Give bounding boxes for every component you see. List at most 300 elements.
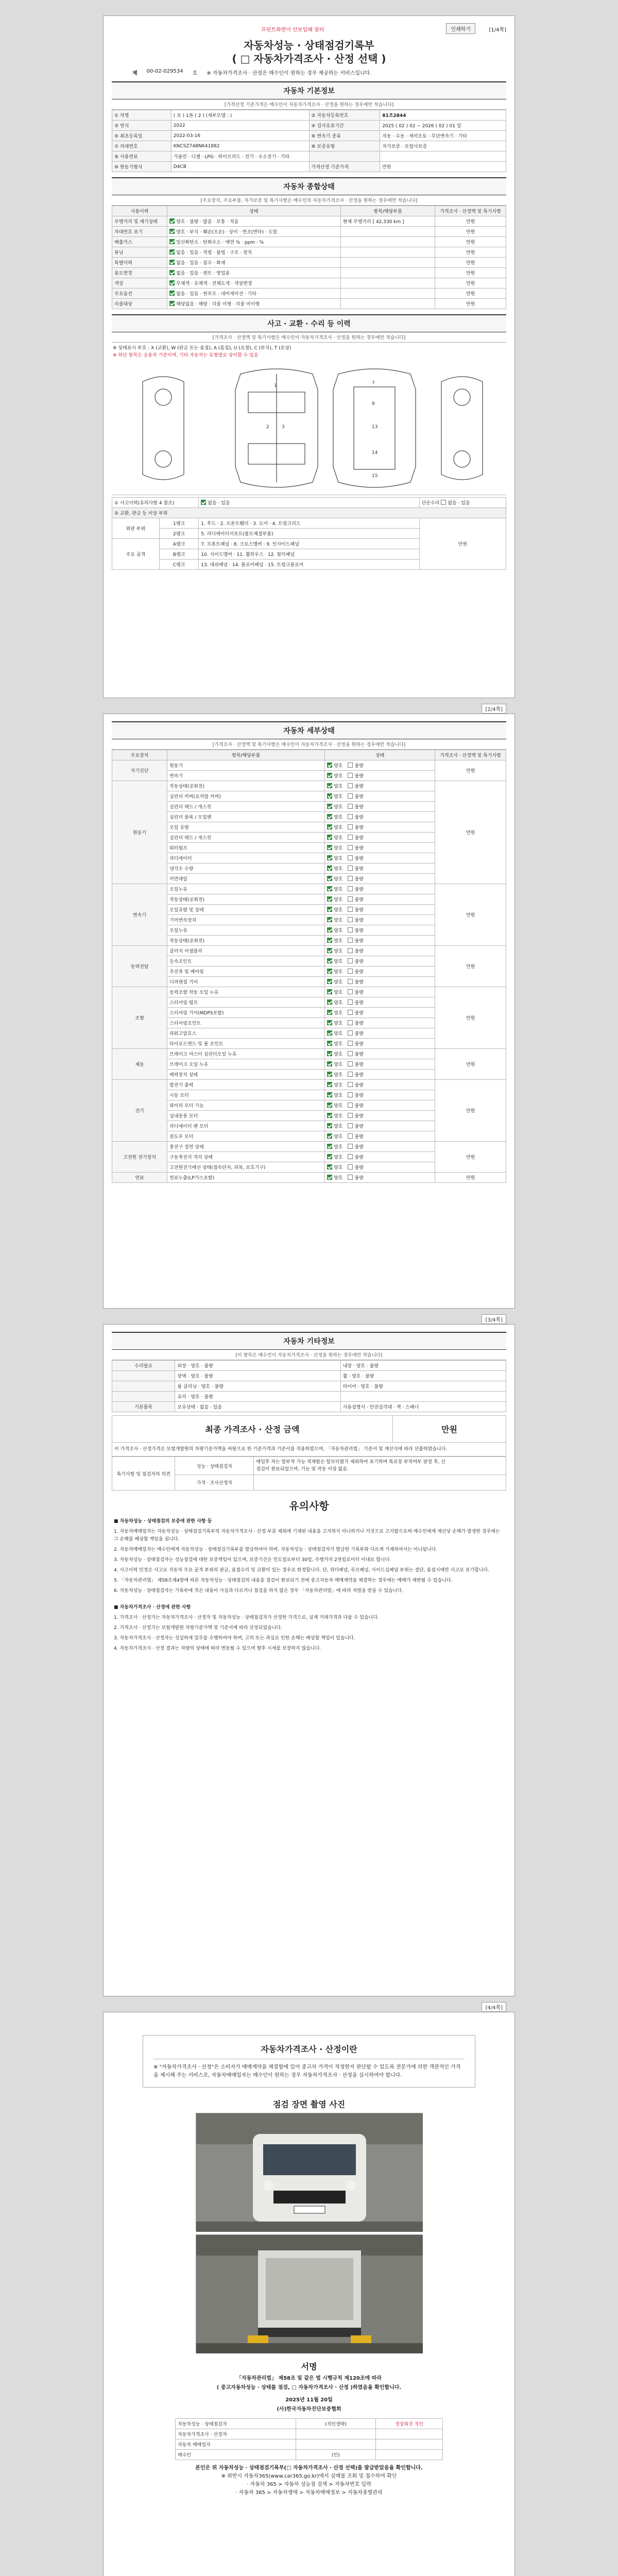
detail-state bbox=[325, 1131, 435, 1142]
detail-row bbox=[112, 946, 506, 956]
truck-front-photo bbox=[196, 2113, 423, 2232]
other-b: 사용설명서 · 안전삼각대 · 잭 · 스패너 bbox=[340, 1402, 506, 1412]
accident-table: ① 사고이력(유의사항 4 참조) 없음 · 있음 단순수리 없음 · 있음 ② 교환, 판금 등 이상 부위 외판 부위 1랭크 1. 후드 · 2. 프론트휀더 · 3. 도어 · 4. 트렁크리드 만원 2랭크 5. 라디에이터서포트(볼트체결부품) 주요 골격 A랭크 7. 프론트패널 · 8. 크로스멤버 · 9. 인사이드패널 B랭크 10. 사이드멤버 · 11. 휠하우스 · 12. 필러패널 C랭크 13. 대쉬패널 · 14. 플로어패널 · 15. 트렁크플로어 bbox=[112, 497, 506, 570]
good-label: 양호 bbox=[334, 959, 343, 964]
overall-price: 만원 bbox=[435, 268, 506, 278]
bad-label: 불량 bbox=[354, 1001, 364, 1006]
state-checkbox[interactable] bbox=[169, 249, 175, 255]
note-item: 2. 자동차매매업자는 매수인에게 자동차성능 · 상태점검기록부를 발급하여야 하며, 자동차성능 · 상태점검자가 발급한 기록부와 다르게 기재하여서는 아니됩니다. bbox=[114, 1547, 438, 1552]
footer-path-1: · 자동차 365 > 자동차 성능점 검색 > 자동차번호 입력 bbox=[247, 2482, 371, 2487]
overall-state-options: 없음 · 있음 · 썬루프 · 네비게이션 · 기타 bbox=[176, 292, 257, 297]
good-checkbox[interactable] bbox=[327, 1051, 332, 1056]
frame-label: 주요 골격 bbox=[112, 539, 160, 570]
bad-checkbox[interactable] bbox=[348, 845, 353, 850]
bad-label: 불량 bbox=[354, 1052, 364, 1057]
bad-checkbox[interactable] bbox=[348, 1061, 353, 1066]
good-checkbox[interactable] bbox=[327, 1020, 332, 1025]
detail-state bbox=[325, 853, 435, 863]
good-checkbox[interactable] bbox=[327, 886, 332, 891]
detail-item: 변속기 bbox=[167, 771, 325, 781]
good-checkbox[interactable] bbox=[327, 927, 332, 933]
signer-seal bbox=[376, 2439, 443, 2450]
good-label: 양호 bbox=[334, 1124, 343, 1129]
svg-text:1: 1 bbox=[274, 383, 277, 388]
bad-checkbox[interactable] bbox=[348, 1113, 353, 1118]
good-label: 양호 bbox=[334, 836, 343, 841]
bad-checkbox[interactable] bbox=[348, 907, 353, 912]
bad-checkbox[interactable] bbox=[348, 855, 353, 860]
bad-label: 불량 bbox=[354, 784, 364, 789]
good-label: 양호 bbox=[334, 867, 343, 872]
good-label: 양호 bbox=[334, 846, 343, 851]
detail-price: 만원 bbox=[435, 987, 506, 1049]
appraisal-info-box bbox=[143, 2035, 475, 2088]
detail-item: 라디에이터 bbox=[167, 853, 325, 863]
print-button[interactable]: 인쇄하기 bbox=[446, 23, 475, 34]
detail-state bbox=[325, 884, 435, 894]
svg-text:8: 8 bbox=[372, 401, 375, 406]
outer-part-label: 외판 부위 bbox=[112, 518, 160, 539]
basic-cell-k2: ④ 검사유효기간 bbox=[309, 121, 380, 131]
detail-row bbox=[112, 1142, 506, 1152]
bad-label: 불량 bbox=[354, 1145, 364, 1150]
detail-state bbox=[325, 997, 435, 1008]
other-info-note: [이 항목은 매수인이 자동차가격조사 · 산정을 원하는 경우에만 적습니다] bbox=[112, 1350, 506, 1360]
bad-label: 불량 bbox=[354, 1114, 364, 1119]
basic-cell-v1: 2022 bbox=[171, 121, 309, 131]
overall-part bbox=[340, 278, 435, 289]
good-checkbox[interactable] bbox=[327, 1175, 332, 1180]
detail-state bbox=[325, 1090, 435, 1100]
bad-label: 불량 bbox=[354, 1083, 364, 1088]
detail-row bbox=[112, 1080, 506, 1090]
bad-checkbox[interactable] bbox=[348, 1030, 353, 1036]
bad-checkbox[interactable] bbox=[348, 835, 353, 840]
basic-cell-v1: ( 포 ) 1톤 ( 2 ) (세부모델 : ) bbox=[171, 110, 309, 121]
detail-state bbox=[325, 925, 435, 936]
note-item: 4. 자동차가격조사 · 산정 결과는 차량의 상태에 따라 변동될 수 있으며 향후 시세를 보장하지 않습니다. bbox=[114, 1646, 321, 1651]
simple-repair-label: 단순수리 bbox=[421, 501, 440, 506]
detail-item: 시동 모터 bbox=[167, 1090, 325, 1100]
overall-label: 주행거리 및 계기상태 bbox=[112, 216, 167, 227]
bad-label: 불량 bbox=[354, 1124, 364, 1129]
basic-info-title: 자동차 기본정보 bbox=[112, 81, 506, 99]
bad-label: 불량 bbox=[354, 1165, 364, 1171]
note-item: 3. 자동차가격조사 · 산정자는 성실하게 업무를 수행하여야 하며, 고의 또는 과실로 인한 손해는 배상할 책임이 있습니다. bbox=[114, 1636, 355, 1641]
good-label: 양호 bbox=[334, 1062, 343, 1067]
overall-state-table bbox=[112, 206, 506, 309]
bad-checkbox[interactable] bbox=[348, 1072, 353, 1077]
detail-item: 실린더 헤드 / 개스킷 bbox=[167, 802, 325, 812]
col-item: 항목/해당부품 bbox=[167, 750, 325, 760]
bad-label: 불량 bbox=[354, 918, 364, 923]
basic-info-note: [가격산정 기준가격은 매수인이 자동차가격조사 · 산정을 원하는 경우에만 적습니다] bbox=[112, 99, 506, 110]
good-checkbox[interactable] bbox=[327, 1164, 332, 1170]
good-label: 양호 bbox=[334, 1145, 343, 1150]
good-checkbox[interactable] bbox=[327, 989, 332, 994]
good-checkbox[interactable] bbox=[327, 1144, 332, 1149]
bad-checkbox[interactable] bbox=[348, 783, 353, 788]
good-checkbox[interactable] bbox=[327, 866, 332, 871]
final-price-box bbox=[112, 1415, 506, 1443]
good-checkbox[interactable] bbox=[327, 999, 332, 1005]
detail-item: 오일유량 및 상태 bbox=[167, 905, 325, 915]
note-item: 4. 사고이력 인정은 사고로 자동차 주요 골격 부위의 판금, 용접수리 및 교환이 있는 경우로 한정합니다. 단, 쿼터패널, 루프패널, 사이드실패널 부위는 절단, 용접시에만 사고로 표기합니다. bbox=[114, 1568, 490, 1573]
good-label: 양호 bbox=[334, 970, 343, 975]
good-checkbox[interactable] bbox=[327, 835, 332, 840]
overall-price: 만원 bbox=[435, 299, 506, 309]
good-label: 양호 bbox=[334, 1134, 343, 1140]
bad-checkbox[interactable] bbox=[348, 917, 353, 922]
bad-checkbox[interactable] bbox=[348, 1144, 353, 1149]
basic-cell-k2: ② 자동차등록번호 bbox=[309, 110, 380, 121]
bad-checkbox[interactable] bbox=[348, 927, 353, 933]
bad-checkbox[interactable] bbox=[348, 1082, 353, 1087]
detail-item: 브레이크 오일 누유 bbox=[167, 1059, 325, 1070]
signature-org: (사)한국자동차진단보증협회 bbox=[277, 2406, 341, 2412]
detail-item: 파워고압호스 bbox=[167, 1028, 325, 1039]
bad-checkbox[interactable] bbox=[348, 1133, 353, 1139]
bad-label: 불량 bbox=[354, 1155, 364, 1160]
detail-state bbox=[325, 822, 435, 833]
basic-cell-k1: ⑨ 사용연료 bbox=[112, 151, 171, 162]
good-checkbox[interactable] bbox=[327, 1113, 332, 1118]
detail-price: 만원 bbox=[435, 946, 506, 987]
detail-group: 고전원 전기장치 bbox=[112, 1142, 167, 1173]
bad-checkbox[interactable] bbox=[348, 866, 353, 871]
bad-label: 불량 bbox=[354, 1042, 364, 1047]
overall-state-note: [주요장치, 주요부품, 자가보증 및 특기사항은 매수인의 자동차가격조사 · 산정을 원하는 경우에만 적습니다] bbox=[112, 195, 506, 206]
good-checkbox[interactable] bbox=[327, 896, 332, 902]
detail-item: 작동상태(공회전) bbox=[167, 894, 325, 905]
good-checkbox[interactable] bbox=[327, 824, 332, 829]
overall-part bbox=[340, 247, 435, 258]
detail-item: 커먼레일 bbox=[167, 874, 325, 884]
bad-label: 불량 bbox=[354, 1176, 364, 1181]
state-checkbox[interactable] bbox=[169, 229, 175, 234]
detail-price: 만원 bbox=[435, 760, 506, 781]
other-label: 수리필요 bbox=[112, 1361, 175, 1371]
bad-checkbox[interactable] bbox=[348, 762, 353, 768]
simple-repair-checkbox[interactable] bbox=[441, 500, 446, 505]
overall-price: 만원 bbox=[435, 278, 506, 289]
bad-checkbox[interactable] bbox=[348, 958, 353, 963]
bad-checkbox[interactable] bbox=[348, 979, 353, 984]
bad-checkbox[interactable] bbox=[348, 989, 353, 994]
detail-state bbox=[325, 1008, 435, 1018]
detail-item: 스티어링 기어(MDPS포함) bbox=[167, 1008, 325, 1018]
overall-state-options: 없음 · 있음 · 침수 · 화재 bbox=[176, 261, 226, 266]
overall-state-options: 일산화탄소 · 탄화수소 · 매연 % · ppm · % bbox=[176, 240, 264, 245]
inspection-photo-front bbox=[196, 2113, 422, 2231]
signer-seal: 정상회진 직인 bbox=[376, 2419, 443, 2429]
state-checkbox[interactable] bbox=[169, 218, 175, 224]
good-checkbox[interactable] bbox=[327, 845, 332, 850]
bad-checkbox[interactable] bbox=[348, 1103, 353, 1108]
good-checkbox[interactable] bbox=[327, 1010, 332, 1015]
detail-state bbox=[325, 1018, 435, 1028]
detail-item: 디퍼렌셜 기어 bbox=[167, 977, 325, 987]
other-a: 광택 · 양호 · 불량 bbox=[175, 1371, 340, 1381]
overall-state-title: 자동차 종합상태 bbox=[112, 177, 506, 195]
good-label: 양호 bbox=[334, 908, 343, 913]
detail-price: 만원 bbox=[435, 1080, 506, 1142]
basic-cell-v1: 2022-03-16 bbox=[171, 131, 309, 141]
bad-checkbox[interactable] bbox=[348, 938, 353, 943]
good-checkbox[interactable] bbox=[327, 804, 332, 809]
bad-checkbox[interactable] bbox=[348, 969, 353, 974]
basic-cell-v2: 자가보증 · 보험사보증 bbox=[380, 141, 506, 151]
document-number-row bbox=[132, 69, 506, 76]
good-checkbox[interactable] bbox=[327, 917, 332, 922]
bad-checkbox[interactable] bbox=[348, 1175, 353, 1180]
overall-label: 특별이력 bbox=[112, 258, 167, 268]
svg-text:7: 7 bbox=[372, 381, 375, 386]
bad-checkbox[interactable] bbox=[348, 1020, 353, 1025]
good-checkbox[interactable] bbox=[327, 814, 332, 819]
final-price-title: 최종 가격조사 · 산정 금액 bbox=[205, 1425, 300, 1434]
good-checkbox[interactable] bbox=[327, 1061, 332, 1066]
good-label: 양호 bbox=[334, 1001, 343, 1006]
signature-area bbox=[112, 2374, 506, 2414]
good-checkbox[interactable] bbox=[327, 1072, 332, 1077]
footer-confirm: 본인은 위 자동차성능 · 상태점검기록부(□ 자동차가격조사 · 산정 선택)를 발급받았음을 확인합니다. bbox=[195, 2465, 423, 2471]
detail-group: 제동 bbox=[112, 1049, 167, 1080]
good-checkbox[interactable] bbox=[327, 938, 332, 943]
bad-checkbox[interactable] bbox=[348, 1010, 353, 1015]
good-label: 양호 bbox=[334, 897, 343, 903]
detail-state bbox=[325, 1142, 435, 1152]
page-1 bbox=[103, 15, 515, 698]
signer-role: 매수인 bbox=[176, 2450, 296, 2460]
signer-role: 자동차성능 · 상태점검자 bbox=[176, 2419, 296, 2429]
detail-price: 만원 bbox=[435, 1173, 506, 1183]
basic-row bbox=[112, 141, 506, 151]
detail-item: 와이퍼 모터 기능 bbox=[167, 1100, 325, 1111]
photo-title: 점검 장면 촬영 사진 bbox=[272, 2099, 346, 2109]
good-label: 양호 bbox=[334, 1073, 343, 1078]
bad-checkbox[interactable] bbox=[348, 773, 353, 778]
detail-row bbox=[112, 987, 506, 997]
overall-state-options: 무채색 · 유채색 · 전체도색 · 색상변경 bbox=[176, 281, 252, 286]
good-checkbox[interactable] bbox=[327, 1133, 332, 1139]
bad-checkbox[interactable] bbox=[348, 1051, 353, 1056]
basic-cell-v1: KNCSZ74BNK41882 bbox=[171, 141, 309, 151]
good-label: 양호 bbox=[334, 1165, 343, 1171]
page-number: [4/4쪽] bbox=[482, 2002, 506, 2012]
state-checkbox[interactable] bbox=[169, 270, 175, 275]
note-item: 3. 자동차성능 · 상태점검자는 성능점검에 대한 보증책임이 있으며, 보증기간은 인도일로부터 30일, 주행거리 2천킬로미터 이내로 합니다. bbox=[114, 1557, 391, 1563]
good-checkbox[interactable] bbox=[327, 1154, 332, 1159]
signer-row bbox=[176, 2429, 443, 2439]
notes-title: 유의사항 bbox=[289, 1500, 329, 1512]
inspection-photo-rear bbox=[196, 2234, 422, 2353]
signer-name: (인) bbox=[296, 2450, 376, 2460]
good-label: 양호 bbox=[334, 980, 343, 985]
overall-row bbox=[112, 289, 506, 299]
good-checkbox[interactable] bbox=[327, 958, 332, 963]
basic-row bbox=[112, 121, 506, 131]
detail-state bbox=[325, 863, 435, 874]
detail-state bbox=[325, 760, 435, 771]
overall-label: 차대번호 표기 bbox=[112, 227, 167, 237]
overall-state bbox=[167, 216, 341, 227]
good-checkbox[interactable] bbox=[327, 1103, 332, 1108]
good-checkbox[interactable] bbox=[327, 1030, 332, 1036]
detail-group: 자기진단 bbox=[112, 760, 167, 781]
footer-area bbox=[112, 2464, 506, 2497]
page-3 bbox=[103, 1317, 515, 1996]
detail-item: 작동상태(공회전) bbox=[167, 936, 325, 946]
svg-text:3: 3 bbox=[282, 425, 285, 430]
detail-group: 조향 bbox=[112, 987, 167, 1049]
basic-row bbox=[112, 162, 506, 172]
good-checkbox[interactable] bbox=[327, 793, 332, 799]
signer-name: (직인생략) bbox=[296, 2419, 376, 2429]
good-label: 양호 bbox=[334, 990, 343, 995]
good-checkbox[interactable] bbox=[327, 1092, 332, 1097]
detail-item: 발전기 출력 bbox=[167, 1080, 325, 1090]
good-checkbox[interactable] bbox=[327, 1041, 332, 1046]
detail-item: 스티어링 펌프 bbox=[167, 997, 325, 1008]
bad-checkbox[interactable] bbox=[348, 1123, 353, 1128]
state-checkbox[interactable] bbox=[169, 280, 175, 285]
good-label: 양호 bbox=[334, 1176, 343, 1181]
bad-checkbox[interactable] bbox=[348, 793, 353, 799]
other-a: 유리 · 양호 · 불량 bbox=[175, 1392, 340, 1402]
good-label: 양호 bbox=[334, 774, 343, 779]
detail-price: 만원 bbox=[435, 781, 506, 884]
col-part: 항목/해당부품 bbox=[340, 206, 435, 216]
accident-none-checkbox[interactable] bbox=[201, 500, 206, 505]
bad-checkbox[interactable] bbox=[348, 804, 353, 809]
good-checkbox[interactable] bbox=[327, 773, 332, 778]
other-b bbox=[340, 1392, 506, 1402]
bad-checkbox[interactable] bbox=[348, 1164, 353, 1170]
good-checkbox[interactable] bbox=[327, 969, 332, 974]
page-4 bbox=[103, 2005, 515, 2576]
good-label: 양호 bbox=[334, 949, 343, 954]
overall-state bbox=[167, 278, 341, 289]
bad-checkbox[interactable] bbox=[348, 1092, 353, 1097]
bad-checkbox[interactable] bbox=[348, 999, 353, 1005]
bad-checkbox[interactable] bbox=[348, 1041, 353, 1046]
detail-state bbox=[325, 977, 435, 987]
detail-item: 타이로드엔드 및 볼 조인트 bbox=[167, 1039, 325, 1049]
detail-price: 만원 bbox=[435, 1142, 506, 1173]
detail-state bbox=[325, 781, 435, 791]
other-label bbox=[112, 1392, 175, 1402]
bad-checkbox[interactable] bbox=[348, 1154, 353, 1159]
final-price-note: 이 가격조사 · 산정가격은 보험개발원의 차량기준가액을 바탕으로 한 기준가격과 기준서를 적용하였으며, 「자동차관리법」 기준서 및 계산식에 따라 산출하였습니다. bbox=[112, 1443, 506, 1456]
col-state: 상태 bbox=[167, 206, 341, 216]
overall-state bbox=[167, 268, 341, 278]
bad-checkbox[interactable] bbox=[348, 886, 353, 891]
detail-group: 변속기 bbox=[112, 884, 167, 946]
overall-price: 만원 bbox=[435, 258, 506, 268]
bad-checkbox[interactable] bbox=[348, 824, 353, 829]
bad-checkbox[interactable] bbox=[348, 896, 353, 902]
bad-label: 불량 bbox=[354, 1062, 364, 1067]
good-checkbox[interactable] bbox=[327, 1123, 332, 1128]
bad-checkbox[interactable] bbox=[348, 876, 353, 881]
bad-label: 불량 bbox=[354, 928, 364, 934]
detail-item: 연료누출(LP가스포함) bbox=[167, 1173, 325, 1183]
overall-label: 용도변경 bbox=[112, 268, 167, 278]
overall-state bbox=[167, 289, 341, 299]
good-label: 양호 bbox=[334, 1021, 343, 1026]
good-checkbox[interactable] bbox=[327, 1082, 332, 1087]
state-checkbox[interactable] bbox=[169, 239, 175, 244]
bad-label: 불량 bbox=[354, 867, 364, 872]
state-checkbox[interactable] bbox=[169, 260, 175, 265]
good-checkbox[interactable] bbox=[327, 979, 332, 984]
detail-state bbox=[325, 843, 435, 853]
state-checkbox[interactable] bbox=[169, 301, 175, 306]
svg-text:14: 14 bbox=[372, 450, 378, 455]
detail-state bbox=[325, 771, 435, 781]
good-checkbox[interactable] bbox=[327, 876, 332, 881]
bad-checkbox[interactable] bbox=[348, 948, 353, 953]
state-checkbox[interactable] bbox=[169, 291, 175, 296]
good-label: 양호 bbox=[334, 1093, 343, 1098]
bad-label: 불량 bbox=[354, 805, 364, 810]
basic-cell-v2 bbox=[380, 151, 506, 162]
other-info-title: 자동차 기타정보 bbox=[112, 1332, 506, 1350]
bad-label: 불량 bbox=[354, 764, 364, 769]
detail-item: 기어변속장치 bbox=[167, 915, 325, 925]
basic-row bbox=[112, 110, 506, 121]
special-appraiser-label: 가격 · 조사산정자 bbox=[175, 1475, 254, 1490]
bad-label: 불량 bbox=[354, 846, 364, 851]
good-label: 양호 bbox=[334, 825, 343, 831]
page-number: [3/4쪽] bbox=[482, 1314, 506, 1324]
other-b: 휠 · 양호 · 불량 bbox=[340, 1371, 506, 1381]
bad-label: 불량 bbox=[354, 949, 364, 954]
print-warning: 프린트화면이 안보일때 필터 bbox=[261, 27, 324, 33]
bad-checkbox[interactable] bbox=[348, 814, 353, 819]
overall-state bbox=[167, 227, 341, 237]
signature-text-1: 「자동차관리법」 제58조 및 같은 법 시행규칙 제120조에 따라 bbox=[236, 2376, 382, 2381]
good-checkbox[interactable] bbox=[327, 783, 332, 788]
detail-state bbox=[325, 936, 435, 946]
detail-state bbox=[325, 874, 435, 884]
good-label: 양호 bbox=[334, 1031, 343, 1037]
good-checkbox[interactable] bbox=[327, 855, 332, 860]
detail-item: 실린더 블록 / 오일팬 bbox=[167, 812, 325, 822]
bad-label: 불량 bbox=[354, 1021, 364, 1026]
bad-label: 불량 bbox=[354, 939, 364, 944]
footer-notice: ※ 위반시 자동차365(www.car365.go.kr)에서 실매물 조회 및 접수하여 확인 bbox=[221, 2473, 397, 2479]
bad-label: 불량 bbox=[354, 1073, 364, 1078]
detail-item: 오일 유량 bbox=[167, 822, 325, 833]
bad-label: 불량 bbox=[354, 887, 364, 892]
note-item: 1. 자동차매매업자는 자동차성능 · 상태점검기록부의 자동차가격조사 · 산정 부분 제외에 기재된 내용을 고지하지 아니하거나 거짓으로 고지함으로써 매수인에게 재산상 손해가 발생한 경우에는 그 손해를 배상할 책임을 집니다. bbox=[114, 1529, 500, 1542]
special-notes-table bbox=[112, 1456, 506, 1490]
detail-state bbox=[325, 905, 435, 915]
good-checkbox[interactable] bbox=[327, 948, 332, 953]
simple-repair-options: 없음 · 있음 bbox=[448, 501, 470, 506]
detail-item: 실내송풍 모터 bbox=[167, 1111, 325, 1121]
basic-info-table bbox=[112, 110, 506, 172]
detail-item: 오일누유 bbox=[167, 925, 325, 936]
overall-part bbox=[340, 268, 435, 278]
overall-price: 만원 bbox=[435, 227, 506, 237]
good-checkbox[interactable] bbox=[327, 762, 332, 768]
detail-item: 냉각수 수량 bbox=[167, 863, 325, 874]
basic-cell-v2: 2025 ( 02 ) 02 ~ 2026 ( 02 ) 01 일 bbox=[380, 121, 506, 131]
good-checkbox[interactable] bbox=[327, 907, 332, 912]
